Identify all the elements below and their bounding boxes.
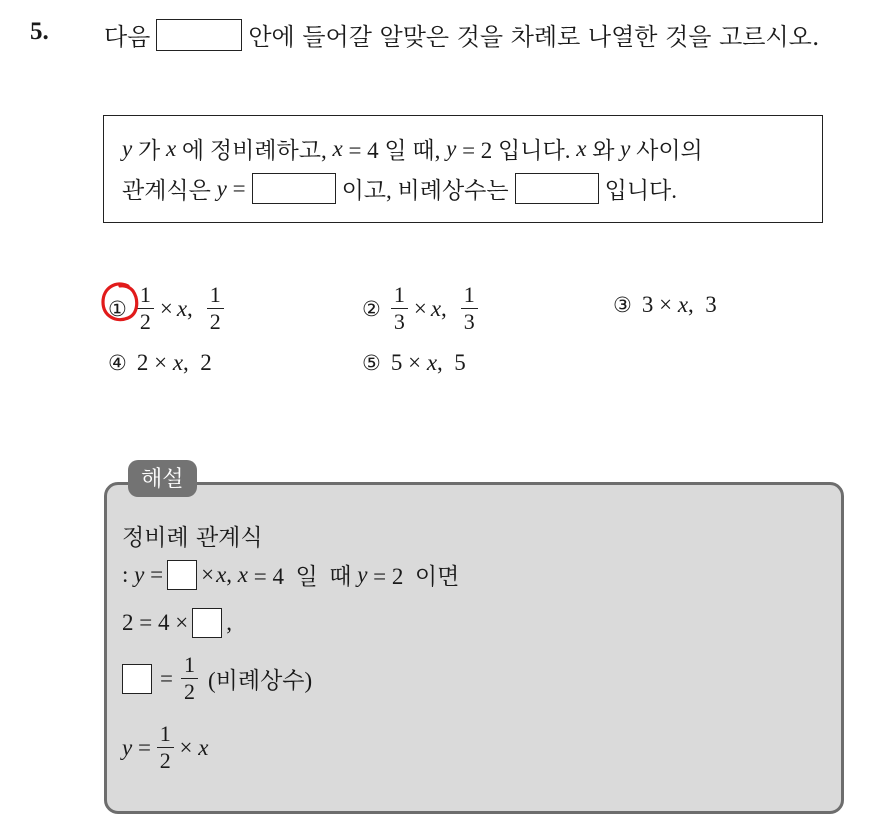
text: = bbox=[144, 561, 164, 587]
var-y: y bbox=[357, 561, 368, 587]
choice-1[interactable] bbox=[108, 284, 224, 333]
text: 정비례 관계식 bbox=[122, 525, 263, 551]
fraction bbox=[157, 723, 174, 772]
denominator: 3 bbox=[393, 309, 405, 334]
var-x: x bbox=[332, 135, 343, 161]
solution-blank-box bbox=[167, 560, 197, 590]
text: , bbox=[226, 610, 232, 635]
choice-mark: ② bbox=[362, 296, 381, 321]
text: (비례상수) bbox=[207, 668, 313, 693]
condition-box bbox=[103, 115, 823, 223]
solution-line-5 bbox=[122, 723, 208, 772]
choice-2[interactable] bbox=[362, 284, 478, 333]
condition-line-1 bbox=[122, 132, 703, 165]
choice-text: , 2 bbox=[183, 350, 212, 375]
choice-3[interactable] bbox=[613, 292, 717, 318]
var-x: x bbox=[216, 561, 227, 587]
var-y: y bbox=[122, 135, 133, 161]
fraction bbox=[207, 284, 224, 333]
choice-text: 5 × bbox=[390, 350, 427, 375]
numerator: 1 bbox=[137, 284, 154, 309]
choice-4[interactable] bbox=[108, 350, 212, 376]
denominator: 2 bbox=[139, 309, 151, 334]
constant-blank-box bbox=[515, 173, 599, 204]
denominator: 3 bbox=[463, 309, 475, 334]
text: 에 정비례하고, bbox=[176, 138, 333, 163]
text: 입니다. bbox=[604, 178, 678, 203]
text: : bbox=[122, 561, 135, 587]
text: , bbox=[226, 561, 238, 587]
text: 관계식은 bbox=[122, 178, 217, 203]
text: 이고, 비례상수는 bbox=[341, 178, 509, 203]
comma: , bbox=[187, 295, 193, 321]
numerator: 1 bbox=[461, 284, 478, 309]
text: = 2 입니다. bbox=[456, 138, 577, 163]
var-y: y bbox=[446, 135, 457, 161]
var-y: y bbox=[134, 561, 145, 587]
numerator: 1 bbox=[157, 723, 174, 748]
numerator: 1 bbox=[181, 654, 198, 679]
choice-text: , 5 bbox=[437, 350, 466, 375]
denominator: 2 bbox=[159, 748, 171, 773]
var-x: x bbox=[198, 734, 209, 760]
prompt-blank-box bbox=[156, 19, 242, 51]
relation-blank-box bbox=[252, 173, 336, 204]
text: 사이의 bbox=[630, 138, 703, 163]
times: × bbox=[173, 734, 199, 760]
choice-mark: ⑤ bbox=[362, 351, 381, 375]
text: 가 bbox=[132, 138, 166, 163]
solution-tag: 해설 bbox=[128, 460, 197, 497]
var-x: x bbox=[176, 295, 188, 321]
choice-5[interactable] bbox=[362, 350, 466, 376]
fraction bbox=[137, 284, 154, 333]
text: = bbox=[160, 665, 173, 691]
question-prompt bbox=[104, 17, 819, 52]
var-y: y bbox=[620, 135, 631, 161]
var-x: x bbox=[576, 135, 587, 161]
condition-line-2 bbox=[122, 172, 677, 205]
var-x: x bbox=[237, 561, 249, 587]
text: = 4 일 때, bbox=[342, 138, 447, 163]
denominator: 2 bbox=[209, 309, 221, 334]
question-number: 5. bbox=[30, 18, 49, 45]
var-x: x bbox=[172, 350, 184, 375]
var-y: y bbox=[122, 734, 133, 760]
comma: , bbox=[441, 295, 447, 321]
var-x: x bbox=[430, 295, 442, 321]
solution-blank-box bbox=[192, 608, 222, 638]
fraction bbox=[391, 284, 408, 333]
var-x: x bbox=[426, 350, 438, 375]
var-x: x bbox=[677, 292, 689, 317]
times: × bbox=[159, 295, 173, 321]
text: 와 bbox=[586, 138, 621, 163]
choice-text: , 3 bbox=[688, 292, 717, 317]
denominator: 2 bbox=[183, 679, 195, 704]
choice-mark: ① bbox=[108, 296, 127, 321]
var-x: x bbox=[165, 135, 177, 161]
times: × bbox=[201, 561, 215, 587]
prompt-text-before: 다음 bbox=[104, 23, 151, 51]
fraction bbox=[181, 654, 198, 703]
solution-line-3 bbox=[122, 608, 232, 638]
choice-mark: ③ bbox=[613, 293, 632, 317]
text: = 2 이면 bbox=[367, 564, 460, 589]
var-y: y bbox=[216, 175, 227, 201]
choice-mark: ④ bbox=[108, 351, 127, 375]
text: = bbox=[226, 175, 246, 201]
solution-line-4 bbox=[122, 654, 312, 703]
times: × bbox=[413, 295, 427, 321]
numerator: 1 bbox=[207, 284, 224, 309]
choice-text: 2 × bbox=[136, 350, 173, 375]
fraction bbox=[461, 284, 478, 333]
prompt-text-after: 안에 들어갈 알맞은 것을 차례로 나열한 것을 고르시오. bbox=[248, 23, 820, 51]
text: = bbox=[132, 734, 157, 760]
solution-line-2 bbox=[122, 558, 459, 591]
choice-text: 3 × bbox=[641, 292, 678, 317]
text: = 4 일 때 bbox=[248, 564, 358, 589]
solution-blank-box bbox=[122, 664, 152, 694]
solution-line-1 bbox=[122, 519, 263, 552]
text: 2 = 4 × bbox=[122, 610, 189, 635]
numerator: 1 bbox=[391, 284, 408, 309]
